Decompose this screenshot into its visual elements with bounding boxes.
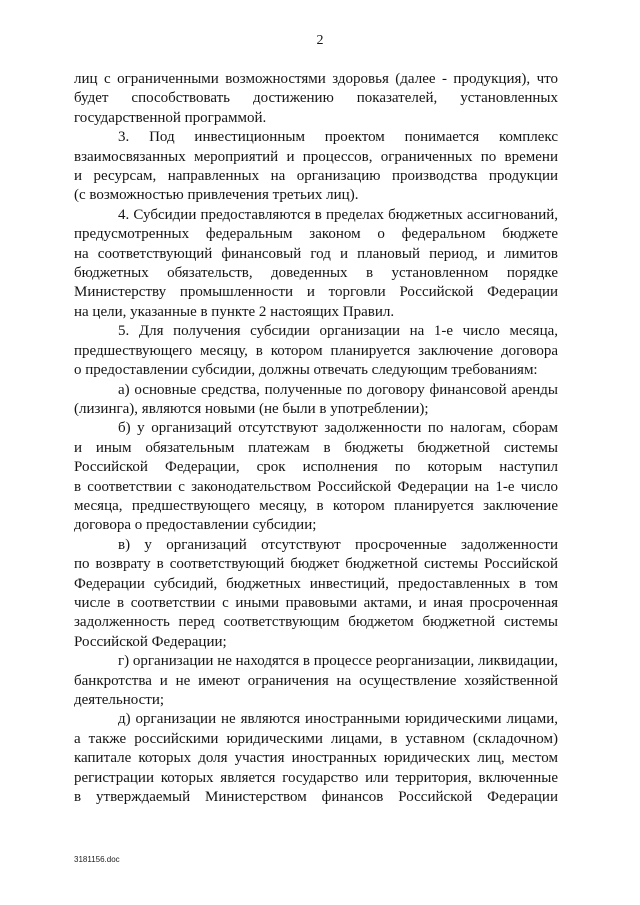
document-filename: 3181156.doc [74,855,120,864]
text-line: и иным обязательным платежам в бюджеты бюджетной системы [74,439,558,456]
paragraph-end-line: договора о предоставлении субсидии; [74,517,317,534]
paragraph-start-line: 5. Для получения субсидии организации на 1-е число месяца, [118,323,558,340]
text-line: в соответствии с законодательством Российской Федерации на 1-е число [74,478,558,495]
paragraph-end-line: Российской Федерации; [74,633,227,650]
text-line: Министерству промышленности и торговли Российской Федерации [74,284,558,301]
text-line: на соответствующий финансовый год и плановый период, и лимитов [74,245,558,262]
text-line: задолженность перед соответствующим бюджетом бюджетной системы [74,614,558,631]
paragraph-start-line: 3. Под инвестиционным проектом понимается комплекс [118,129,558,146]
text-line: по возврату в соответствующий бюджет бюджетной системы Российской [74,556,558,573]
text-line: предусмотренных федеральным законом о федеральном бюджете [74,226,558,243]
text-line: месяца, предшествующего месяцу, в котором планируется заключение [74,497,558,514]
paragraph-end-line: деятельности; [74,692,165,708]
paragraph-end-line: государственной программой. [74,109,267,126]
paragraph-start-line: г) организации не находятся в процессе реорганизации, ликвидации, [118,653,558,670]
paragraph-start-line: 4. Субсидии предоставляются в пределах бюджетных ассигнований, [118,206,558,223]
text-line: Федерации субсидий, бюджетных инвестиций, предоставленных в том [74,575,558,592]
paragraph-end-line: о предоставлении субсидии, должны отвечать следующим требованиям: [74,362,538,379]
page-number: 2 [316,33,324,48]
text-line: в утверждаемый Министерством финансов Российской Федерации [74,789,558,806]
text-line: банкротства и не имеют ограничения на осуществление хозяйственной [74,672,558,689]
paragraph-start-line: б) у организаций отсутствуют задолженности по налогам, сборам [118,420,558,437]
text-line: и ресурсам, направленных на организацию производства продукции [74,168,558,185]
paragraph-start-line: д) организации не являются иностранными юридическими лицами, [118,711,558,728]
text-line: Российской Федерации, срок исполнения по которым наступил [74,459,558,476]
text-line: а также российскими юридическими лицами, в уставном (складочном) [74,730,558,747]
text-line: взаимосвязанных мероприятий и процессов, ограниченных по времени [74,148,558,165]
text-line: лиц с ограниченными возможностями здоровья (далее - продукция), что [74,71,558,87]
paragraph-end-line: на цели, указанные в пункте 2 настоящих Правил. [74,303,395,320]
document-body [74,70,558,807]
paragraph-start-line: а) основные средства, полученные по договору финансовой аренды [118,381,558,398]
text-line: бюджетных обязательств, доведенных в установленном порядке [74,265,558,282]
paragraph-end-line: (с возможностью привлечения третьих лиц). [74,187,359,204]
text-line: капитале которых доля участия иностранных юридических лиц, местом [74,750,558,767]
text-line: предшествующего месяцу, в котором планируется заключение договора [74,342,558,359]
text-line: числе в соответствии с иными правовыми актами, и иная просроченная [74,594,558,611]
text-line: регистрации которых является государство или территория, включенные [74,769,558,786]
paragraph-start-line: в) у организаций отсутствуют просроченные задолженности [118,536,558,553]
paragraph-end-line: (лизинга), являются новыми (не были в употреблении); [74,400,429,417]
text-line: будет способствовать достижению показателей, установленных [74,90,558,107]
